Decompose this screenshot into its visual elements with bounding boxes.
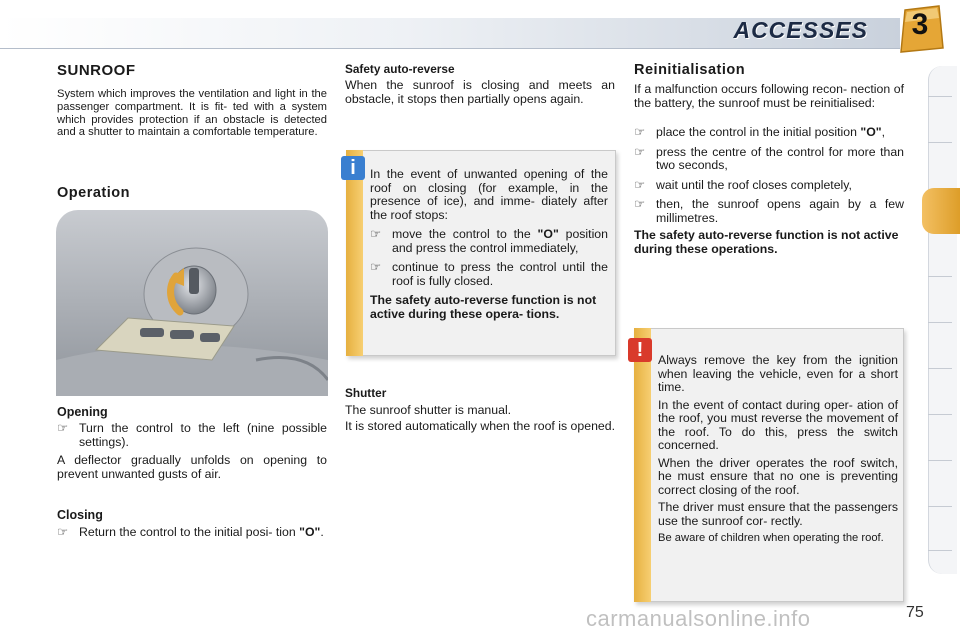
heading-opening: Opening xyxy=(57,405,108,419)
index-divider xyxy=(928,96,952,97)
position-code: "O" xyxy=(537,227,559,241)
heading-shutter: Shutter xyxy=(345,386,387,400)
heading-closing: Closing xyxy=(57,508,103,522)
warning-paragraph-5: Be aware of children when operating the roof. xyxy=(658,532,884,544)
index-divider xyxy=(928,142,952,143)
hand-bullet-icon: ☞ xyxy=(634,144,646,159)
section-title-sunroof: SUNROOF xyxy=(57,62,136,79)
hand-bullet-icon: ☞ xyxy=(634,197,646,211)
closing-bullet-text: Return the control to the initial posi- tion xyxy=(79,525,300,539)
info-bullet-1 xyxy=(370,228,608,255)
reinit-step-2 xyxy=(634,146,904,173)
reinit-step-3 xyxy=(634,179,904,193)
shutter-paragraph-1: The sunroof shutter is manual. xyxy=(345,403,512,417)
info-intro: In the event of unwanted opening of the roof on closing (for example, in the presence of ice), and imme- diately after the roof stops: xyxy=(370,167,608,222)
closing-bullet xyxy=(57,526,327,540)
reinit-step-2-text: press the centre of the control for more than two seconds, xyxy=(656,144,904,172)
info-box-strip xyxy=(346,150,363,356)
warning-paragraph-2: In the event of contact during oper- ation of the roof, you must reverse the movement of the roof. To do this, press the switch concerned. xyxy=(658,397,898,452)
reinit-step-1-text: place the control in the initial position xyxy=(656,125,861,139)
info-note: The safety auto-reverse function is not active during these opera- tions. xyxy=(370,293,597,321)
chapter-number: 3 xyxy=(911,8,929,41)
warning-icon: ! xyxy=(628,338,652,362)
opening-bullet xyxy=(57,422,327,449)
page-number: 75 xyxy=(906,604,924,621)
hand-bullet-icon: ☞ xyxy=(370,260,382,274)
info-bullet-2-text: continue to press the control until the roof is fully closed. xyxy=(392,260,608,288)
position-code: "O" xyxy=(299,525,321,539)
heading-safety-auto-reverse: Safety auto-reverse xyxy=(345,62,455,76)
info-icon: i xyxy=(341,156,365,180)
closing-bullet-end: . xyxy=(320,525,324,539)
reinit-step-1-end: , xyxy=(881,125,886,139)
index-divider xyxy=(928,276,952,277)
hand-bullet-icon: ☞ xyxy=(57,525,69,539)
index-divider xyxy=(928,460,952,461)
info-bullet-1-text: move the control to the xyxy=(392,227,538,241)
chapter-title: ACCESSES xyxy=(733,17,868,43)
reinit-step-1 xyxy=(634,126,904,140)
reinit-intro: If a malfunction occurs following recon- nection of the battery, the sunroof must be reinitialised: xyxy=(634,82,904,110)
heading-operation: Operation xyxy=(57,185,130,201)
warning-paragraph-4: The driver must ensure that the passengers use the sunroof cor- rectly. xyxy=(658,500,898,528)
sunroof-control-illustration xyxy=(56,210,328,396)
index-divider xyxy=(928,506,952,507)
heading-reinitialisation: Reinitialisation xyxy=(634,62,746,78)
opening-bullet-text: Turn the control to the left (nine possible settings). xyxy=(79,421,327,449)
shutter-paragraph-2: It is stored automatically when the roof is opened. xyxy=(345,419,615,433)
warning-box-strip xyxy=(634,328,651,602)
reinit-step-4 xyxy=(634,198,904,225)
hand-bullet-icon: ☞ xyxy=(634,125,646,139)
index-divider xyxy=(928,414,952,415)
hand-bullet-icon: ☞ xyxy=(370,227,382,241)
position-code: "O" xyxy=(860,125,882,139)
safety-paragraph: When the sunroof is closing and meets an obstacle, it stops then partially opens again. xyxy=(345,78,615,106)
warning-paragraph-3: When the driver operates the roof switch, he must ensure that no one is preventing correct closing of the roof. xyxy=(658,455,898,497)
index-divider xyxy=(928,368,952,369)
intro-paragraph: System which improves the ventilation and light in the passenger compartment. It is fit- ted with a system which provides protection if an obstacle is detected and a shutter to maintain a comfortable temperature. xyxy=(57,88,327,139)
reinit-steps xyxy=(634,126,904,256)
warning-box-content xyxy=(658,354,898,545)
index-divider xyxy=(928,550,952,551)
info-bullet-2 xyxy=(370,261,608,288)
reinit-step-3-text: wait until the roof closes completely, xyxy=(656,177,852,192)
index-divider xyxy=(928,322,952,323)
hand-bullet-icon: ☞ xyxy=(57,421,69,435)
watermark: carmanualsonline.info xyxy=(586,606,811,631)
reinit-step-4-text: then, the sunroof opens again by a few millimetres. xyxy=(656,197,904,225)
hand-bullet-icon: ☞ xyxy=(634,177,646,192)
info-box-content xyxy=(370,168,608,321)
warning-paragraph-1: Always remove the key from the ignition when leaving the vehicle, even for a short time. xyxy=(658,353,898,394)
index-tab-active[interactable] xyxy=(922,188,960,234)
deflector-paragraph: A deflector gradually unfolds on opening to prevent unwanted gusts of air. xyxy=(57,453,327,481)
info-bullet-1-end: position and press the control immediately, xyxy=(392,227,608,255)
reinit-note: The safety auto-reverse function is not active during these operations. xyxy=(634,228,899,256)
